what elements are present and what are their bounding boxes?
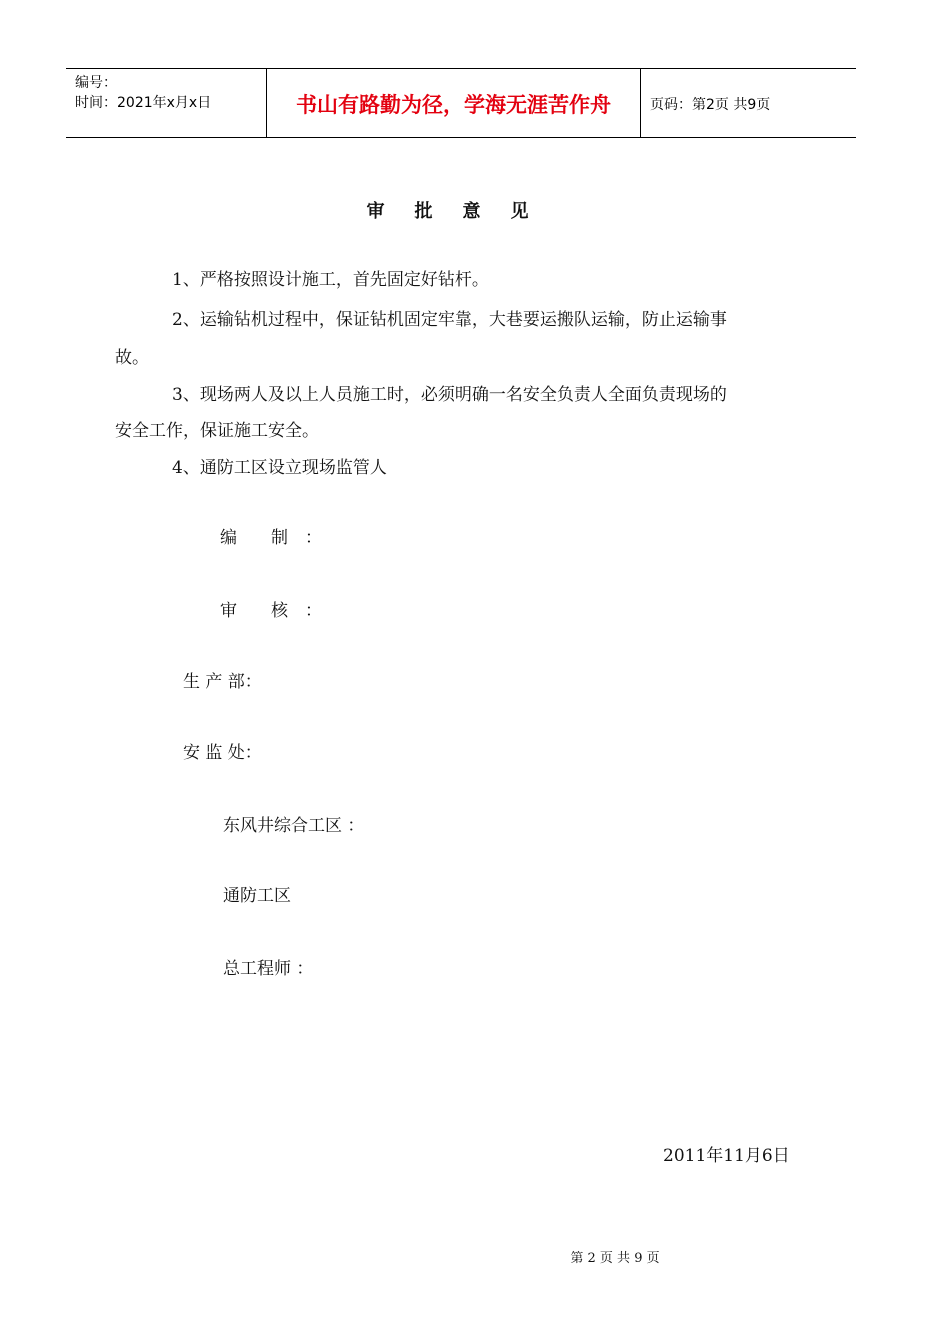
signature-chief-engineer: 总工程师 ： [223, 959, 314, 979]
opinion-item-2-cont: 故。 [115, 348, 149, 368]
opinion-item-3: 3、现场两人及以上人员施工时，必须明确一名安全负责人全面负责现场的 [172, 385, 727, 405]
signature-safety-office: 安 监 处： [183, 743, 262, 763]
document-date: 2011年11月6日 [663, 1146, 790, 1166]
time-label: 时间：2021年x月x日 [75, 95, 212, 111]
page-title: 审批意见 [366, 201, 559, 222]
opinion-item-3-cont: 安全工作，保证施工安全。 [115, 421, 319, 441]
number-label: 编号： [75, 75, 117, 91]
header-middle-cell [267, 69, 641, 137]
opinion-item-4: 4、通防工区设立现场监管人 [172, 458, 387, 478]
signature-compiler: 编 制 ： [220, 528, 322, 548]
header-right-cell [641, 69, 856, 137]
opinion-item-1: 1、严格按照设计施工，首先固定好钻杆。 [172, 270, 489, 290]
signature-reviewer: 审 核 ： [220, 601, 322, 621]
header-left-cell [66, 69, 267, 137]
opinion-item-2: 2、运输钻机过程中，保证钻机固定牢靠，大巷要运搬队运输，防止运输事 [172, 310, 727, 330]
document-header [66, 68, 856, 138]
page-code: 页码：第2页 共9页 [650, 97, 771, 113]
signature-ventilation-district: 通防工区 [223, 886, 291, 906]
motto-text: 书山有路勤为径，学海无涯苦作舟 [296, 93, 611, 117]
signature-dongfeng-district: 东风井综合工区 ： [223, 816, 365, 836]
signature-production-dept: 生 产 部： [183, 672, 262, 692]
page-footer: 第 2 页 共 9 页 [570, 1251, 660, 1266]
